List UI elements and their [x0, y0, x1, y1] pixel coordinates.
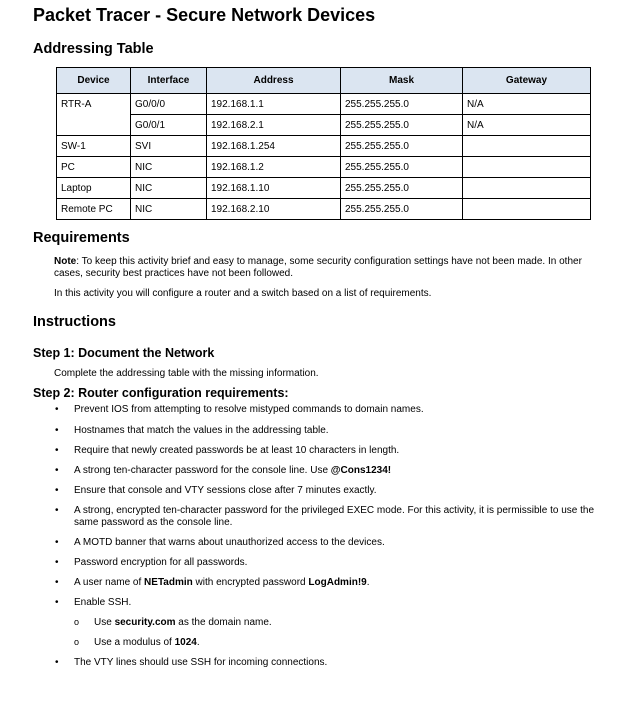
- bullet-icon: •: [55, 425, 59, 436]
- requirements-heading: Requirements: [33, 230, 130, 246]
- cell-interface: G0/0/0: [131, 94, 207, 115]
- cell-mask: 255.255.255.0: [341, 178, 463, 199]
- cell-interface: SVI: [131, 136, 207, 157]
- bullet-icon: •: [55, 557, 59, 568]
- table-header-row: [57, 68, 591, 94]
- cell-address: 192.168.1.1: [207, 94, 341, 115]
- requirements-note: [54, 256, 594, 280]
- list-item: • Hostnames that match the values in the addressing table.: [55, 425, 329, 436]
- list-item: • A MOTD banner that warns about unauthorized access to the devices.: [55, 537, 385, 548]
- bullet-icon: •: [55, 465, 59, 476]
- sub-list-item: o Use a modulus of 1024.: [74, 637, 200, 648]
- column-header-gateway: Gateway: [463, 68, 591, 94]
- step1-text: Complete the addressing table with the missing information.: [54, 368, 319, 379]
- cell-address: 192.168.1.10: [207, 178, 341, 199]
- column-header-address: Address: [207, 68, 341, 94]
- table-row: [57, 157, 591, 178]
- list-item: • A strong, encrypted ten-character password for the privileged EXEC mode. For this activity, it is permissible to use the same password as the console line.: [55, 505, 595, 528]
- bullet-icon: •: [55, 657, 59, 668]
- cell-address: 192.168.2.10: [207, 199, 341, 220]
- note-label: Note: [54, 256, 77, 267]
- bullet-icon: •: [55, 404, 59, 415]
- cell-device: PC: [57, 157, 131, 178]
- cell-device: SW-1: [57, 136, 131, 157]
- addressing-table: [56, 67, 591, 220]
- table-row: [57, 136, 591, 157]
- step1-heading: Step 1: Document the Network: [33, 346, 215, 360]
- table-row: [57, 199, 591, 220]
- cell-device: Remote PC: [57, 199, 131, 220]
- cell-mask: 255.255.255.0: [341, 136, 463, 157]
- cell-interface: G0/0/1: [131, 115, 207, 136]
- hollow-bullet-icon: o: [74, 637, 80, 647]
- cell-device: [57, 115, 131, 136]
- addressing-table-heading: Addressing Table: [33, 41, 154, 57]
- cell-mask: 255.255.255.0: [341, 115, 463, 136]
- column-header-mask: Mask: [341, 68, 463, 94]
- table-row: [57, 115, 591, 136]
- bullet-icon: •: [55, 597, 59, 608]
- list-item: • Enable SSH. o Use security.com as the domain name. o Use a modulus of 1024.: [54, 597, 614, 649]
- cell-gateway: [463, 136, 591, 157]
- cell-interface: NIC: [131, 157, 207, 178]
- instructions-heading: Instructions: [33, 314, 116, 330]
- column-header-device: Device: [57, 68, 131, 94]
- cell-device: Laptop: [57, 178, 131, 199]
- cell-gateway: N/A: [463, 115, 591, 136]
- table-row: [57, 94, 591, 115]
- router-requirements-list: [54, 404, 614, 669]
- step2-heading: Step 2: Router configuration requirements:: [33, 386, 289, 400]
- column-header-interface: Interface: [131, 68, 207, 94]
- table-row: [57, 178, 591, 199]
- bullet-icon: •: [55, 505, 59, 516]
- hollow-bullet-icon: o: [74, 617, 80, 627]
- cell-gateway: [463, 178, 591, 199]
- list-item: • A user name of NETadmin with encrypted password LogAdmin!9.: [55, 577, 370, 588]
- sub-list-item: o Use security.com as the domain name.: [74, 617, 272, 628]
- requirements-intro: In this activity you will configure a router and a switch based on a list of requirements.: [54, 288, 432, 299]
- bullet-icon: •: [55, 485, 59, 496]
- cell-mask: 255.255.255.0: [341, 199, 463, 220]
- bullet-icon: •: [55, 577, 59, 588]
- bullet-icon: •: [55, 537, 59, 548]
- cell-address: 192.168.2.1: [207, 115, 341, 136]
- list-item: • Require that newly created passwords be at least 10 characters in length.: [55, 445, 400, 456]
- note-text: : To keep this activity brief and easy to manage, some security configuration settings have not been made. In other cases, security best practices have not been followed.: [54, 256, 582, 279]
- list-item: • Password encryption for all passwords.: [55, 557, 248, 568]
- list-item: • The VTY lines should use SSH for incoming connections.: [55, 657, 328, 668]
- bullet-icon: •: [55, 445, 59, 456]
- cell-mask: 255.255.255.0: [341, 157, 463, 178]
- cell-interface: NIC: [131, 199, 207, 220]
- cell-gateway: N/A: [463, 94, 591, 115]
- cell-gateway: [463, 157, 591, 178]
- cell-mask: 255.255.255.0: [341, 94, 463, 115]
- cell-address: 192.168.1.254: [207, 136, 341, 157]
- list-item: • A strong ten-character password for the console line. Use @Cons1234!: [55, 465, 392, 476]
- page-title: Packet Tracer - Secure Network Devices: [33, 5, 376, 25]
- ssh-sublist: [74, 617, 614, 649]
- cell-device: RTR-A: [57, 94, 131, 115]
- cell-address: 192.168.1.2: [207, 157, 341, 178]
- cell-interface: NIC: [131, 178, 207, 199]
- list-item: • Prevent IOS from attempting to resolve mistyped commands to domain names.: [55, 404, 424, 415]
- list-item: • Ensure that console and VTY sessions close after 7 minutes exactly.: [55, 485, 377, 496]
- cell-gateway: [463, 199, 591, 220]
